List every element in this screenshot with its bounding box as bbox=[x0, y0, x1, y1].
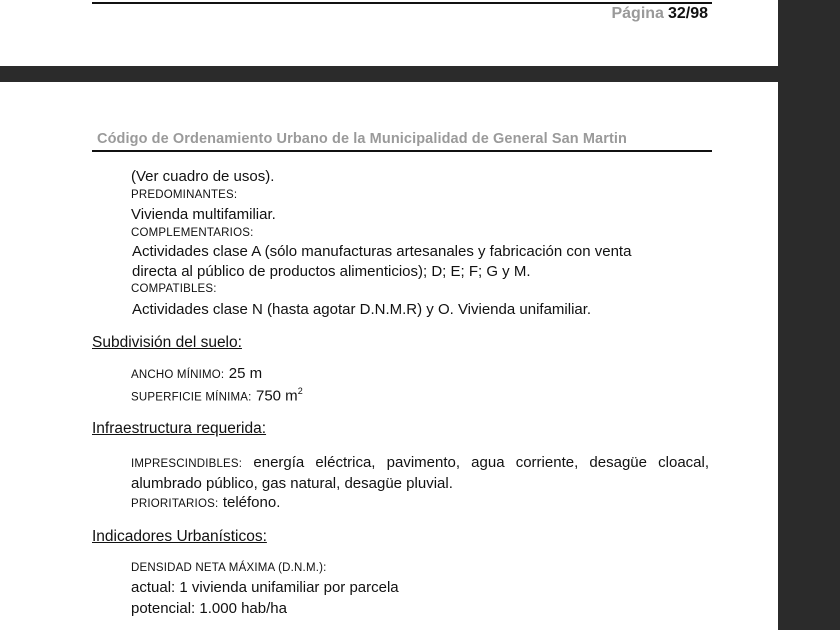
complementary-value-line2: directa al público de productos alimenticios); D; E; F; G y M. bbox=[132, 263, 531, 280]
predominant-label: PREDOMINANTES: bbox=[131, 189, 238, 201]
previous-page bbox=[0, 0, 778, 66]
min-width-value: 25 m bbox=[228, 365, 263, 382]
predominant-value: Vivienda multifamiliar. bbox=[131, 206, 276, 223]
header-rule bbox=[92, 150, 712, 152]
current-page bbox=[0, 82, 778, 630]
density-potential: potencial: 1.000 hab/ha bbox=[131, 600, 287, 617]
min-area-line bbox=[131, 386, 303, 405]
complementary-value-line1: Actividades clase A (sólo manufacturas artesanales y fabricación con venta bbox=[132, 243, 632, 260]
essential-label: IMPRESCINDIBLES: bbox=[131, 458, 243, 470]
document-header-title: Código de Ordenamiento Urbano de la Municipalidad de General San Martin bbox=[97, 131, 627, 147]
infrastructure-heading: Infraestructura requerida: bbox=[92, 420, 267, 437]
density-current: actual: 1 vivienda unifamiliar por parcela bbox=[131, 579, 399, 596]
min-area-value: 750 m bbox=[255, 387, 298, 405]
compatible-value: Actividades clase N (hasta agotar D.N.M.R) y O. Vivienda unifamiliar. bbox=[132, 301, 592, 318]
min-width-label: ANCHO MÍNIMO: bbox=[131, 369, 225, 381]
priority-line bbox=[131, 494, 280, 512]
footer-rule bbox=[92, 2, 712, 4]
min-area-label: SUPERFICIE MÍNIMA: bbox=[131, 391, 252, 404]
priority-value: teléfono. bbox=[222, 494, 281, 511]
min-width-line bbox=[131, 365, 262, 383]
complementary-label: COMPLEMENTARIOS: bbox=[131, 227, 254, 239]
compatible-label: COMPATIBLES: bbox=[131, 283, 217, 295]
essential-value: energía eléctrica, pavimento, agua corriente, desagüe cloacal, alumbrado público, gas natural, desagüe pluvial. bbox=[131, 454, 710, 492]
page-number bbox=[611, 5, 708, 23]
indicators-heading: Indicadores Urbanísticos: bbox=[92, 528, 267, 545]
page-number-value: 32/98 bbox=[667, 5, 708, 22]
density-label: DENSIDAD NETA MÁXIMA (D.N.M.): bbox=[131, 562, 327, 574]
essential-paragraph bbox=[131, 453, 709, 494]
page-number-label: Página bbox=[611, 5, 664, 22]
min-area-exponent: 2 bbox=[297, 386, 303, 396]
see-table-text: (Ver cuadro de usos). bbox=[131, 168, 275, 185]
subdivision-heading: Subdivisión del suelo: bbox=[92, 334, 242, 351]
priority-label: PRIORITARIOS: bbox=[131, 498, 219, 510]
